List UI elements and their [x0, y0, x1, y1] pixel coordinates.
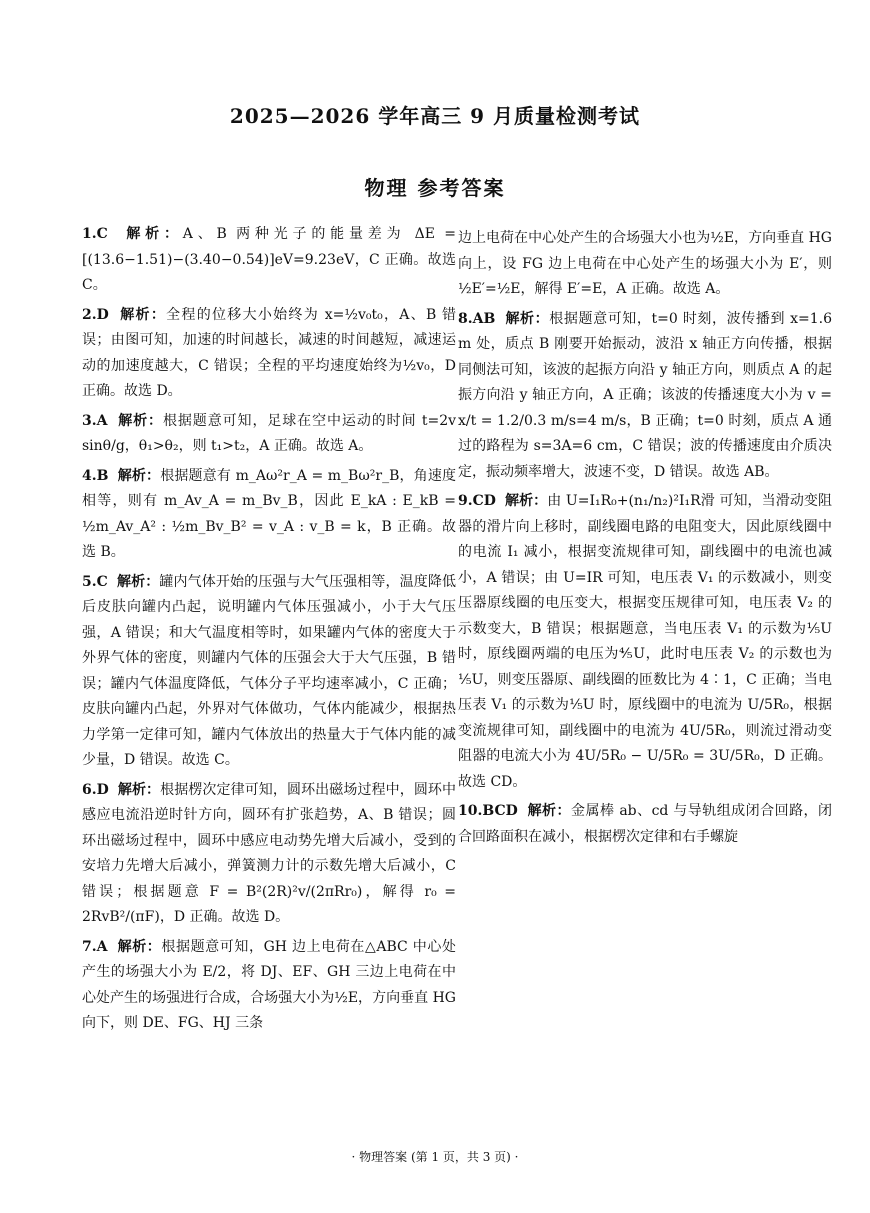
left-column [82, 222, 456, 1041]
answer-text: 全程的位移大小始终为 x=½v₀t₀，A、B 错误；由图可知，加速的时间越长，减速的时间越短，减速运动的加速度越大，C 错误；全程的平均速度始终为½v₀，D 正确。故选 D。 [82, 306, 456, 399]
answer-text: 罐内气体开始的压强与大气压强相等，温度降低后皮肤向罐内凸起，说明罐内气体压强减小，小于大气压强，A 错误；和大气温度相等时，如果罐内气体的密度大于外界气体的密度，则罐内气体的压强会大于大气压强，B 错误；罐内气体温度降低，气体分子平均速率减小，C 正确；皮肤向罐内凸起，外界对气体做功，气体内能减少，根据热力学第一定律可知，罐内气体放出的热量大于气体内能的减少量，D 错误。故选 C。 [82, 573, 457, 768]
answer-text: A、B 两种光子的能量差为 ΔE = [(13.6−1.51)−(3.40−0.54)]eV=9.23eV，C 正确。故选 C。 [82, 226, 457, 293]
page-title: 2025—2026 学年高三 9 月质量检测考试 [229, 104, 641, 128]
answer-text: 根据楞次定律可知，圆环出磁场过程中，圆环中感应电流沿逆时针方向，圆环有扩张趋势，A、B 错误；圆环出磁场过程中，圆环中感应电动势先增大后减小，受到的安培力先增大后减小，弹簧测力计的示数先增大后减小，C 错误；根据题意 F = B²(2R)²v/(2πRr₀)，解得 r₀ = 2RvB²/(πF)，D 正确。故选 D。 [82, 781, 457, 925]
answer-number: 7.A [82, 938, 108, 955]
answer-number: 1.C [82, 226, 108, 242]
answer-item [82, 778, 456, 931]
answer-number: 8.AB [458, 310, 496, 327]
answer-item [82, 409, 456, 460]
answer-text: 根据题意可知，GH 边上电荷在△ABC 中心处产生的场强大小为 E/2，将 DJ、EF、GH 三边上电荷在中心处产生的场强进行合成，合场强大小为½E，方向垂直 HG 向下，则 DE、FG、HJ 三条 [82, 938, 456, 1031]
page-footer: · 物理答案 (第 1 页，共 3 页) · [351, 1150, 519, 1164]
analysis-label: 解析： [118, 412, 163, 429]
answer-text: 由 U=I₁R₀+(n₁/n₂)²I₁R滑 可知，当滑动变阻器的滑片向上移时，副线圈电路的电阻变大，因此原线圈中的电流 I₁ 减小，根据变流规律可知，副线圈中的电流也减小，A 错误；由 U=IR 可知，电压表 V₁ 的示数减小，则变压器原线圈的电压变大，根据变压规律可知，电压表 V₂ 的示数变大，B 错误；根据题意，当电压表 V₁ 的示数为⅕U 时，原线圈两端的电压为⅘U，此时电压表 V₂ 的示数也为⅕U，则变压器原、副线圈的匝数比为 4∶1，C 正确；当电压表 V₁ 的示数为⅕U 时，原线圈中的电流为 U/5R₀，根据变流规律可知，副线圈中的电流为 4U/5R₀，则流过滑动变阻器的电流大小为 4U/5R₀ − U/5R₀ = 3U/5R₀，D 正确。故选 CD。 [458, 493, 833, 790]
page-subtitle: 物理 参考答案 [364, 176, 506, 200]
answer-item [82, 935, 456, 1037]
analysis-label: 解析： [505, 493, 548, 509]
answer-text: 边上电荷在中心处产生的合场强大小也为½E，方向垂直 HG 向上，设 FG 边上电荷在中心处产生的场强大小为 E′，则½E′=½E，解得 E′=E，A 正确。故选 A。 [458, 230, 832, 297]
answer-item [82, 222, 456, 299]
answer-number: 10.BCD [458, 803, 518, 819]
right-column [458, 226, 832, 854]
analysis-label: 解析： [126, 226, 183, 242]
answer-number: 5.C [82, 573, 108, 590]
analysis-label: 解析： [505, 310, 550, 327]
answer-item [82, 570, 456, 774]
answer-item [82, 464, 456, 566]
answer-text: 根据题意有 m_Aω²r_A = m_Bω²r_B，角速度相等，则有 m_Av_A = m_Bv_B，因此 E_kA : E_kB = ½m_Av_A² : ½m_Bv_B² = v_A : v_B = k，B 正确。故选 B。 [82, 467, 457, 560]
analysis-label: 解析： [117, 781, 161, 798]
analysis-label: 解析： [116, 573, 160, 590]
analysis-label: 解析： [117, 938, 162, 955]
answer-text: 金属棒 ab、cd 与导轨组成闭合回路，闭合回路面积在减小，根据楞次定律和右手螺旋 [458, 803, 833, 845]
answer-text: 根据题意可知，足球在空中运动的时间 t=2v sinθ/g，θ₁>θ₂，则 t₁>t₂，A 正确。故选 A。 [82, 412, 457, 454]
analysis-label: 解析： [117, 467, 161, 484]
analysis-label: 解析： [120, 306, 167, 323]
answer-item [458, 307, 832, 486]
answer-number: 6.D [82, 781, 109, 798]
answer-number: 3.A [82, 412, 108, 429]
answer-item [458, 489, 832, 795]
answer-text: 根据题意可知，t=0 时刻，波传播到 x=1.6 m 处，质点 B 刚要开始振动，波沿 x 轴正方向传播，根据同侧法可知，该波的起振方向沿 y 轴正方向，则质点 A 的起振方向沿 y 轴正方向，A 正确；该波的传播速度大小为 v = x/t = 1.2/0.3 m/s=4 m/s，B 正确；t=0 时刻，质点 A 通过的路程为 s=3A=6 cm，C 错误；波的传播速度由介质决定，振动频率增大，波速不变，D 错误。故选 AB。 [458, 310, 833, 480]
answer-item [82, 303, 456, 405]
answer-number: 4.B [82, 467, 109, 484]
answer-item [458, 799, 832, 850]
answer-item-continued [458, 226, 832, 303]
answer-number: 9.CD [458, 493, 496, 509]
answer-number: 2.D [82, 306, 109, 323]
analysis-label: 解析： [527, 803, 571, 819]
